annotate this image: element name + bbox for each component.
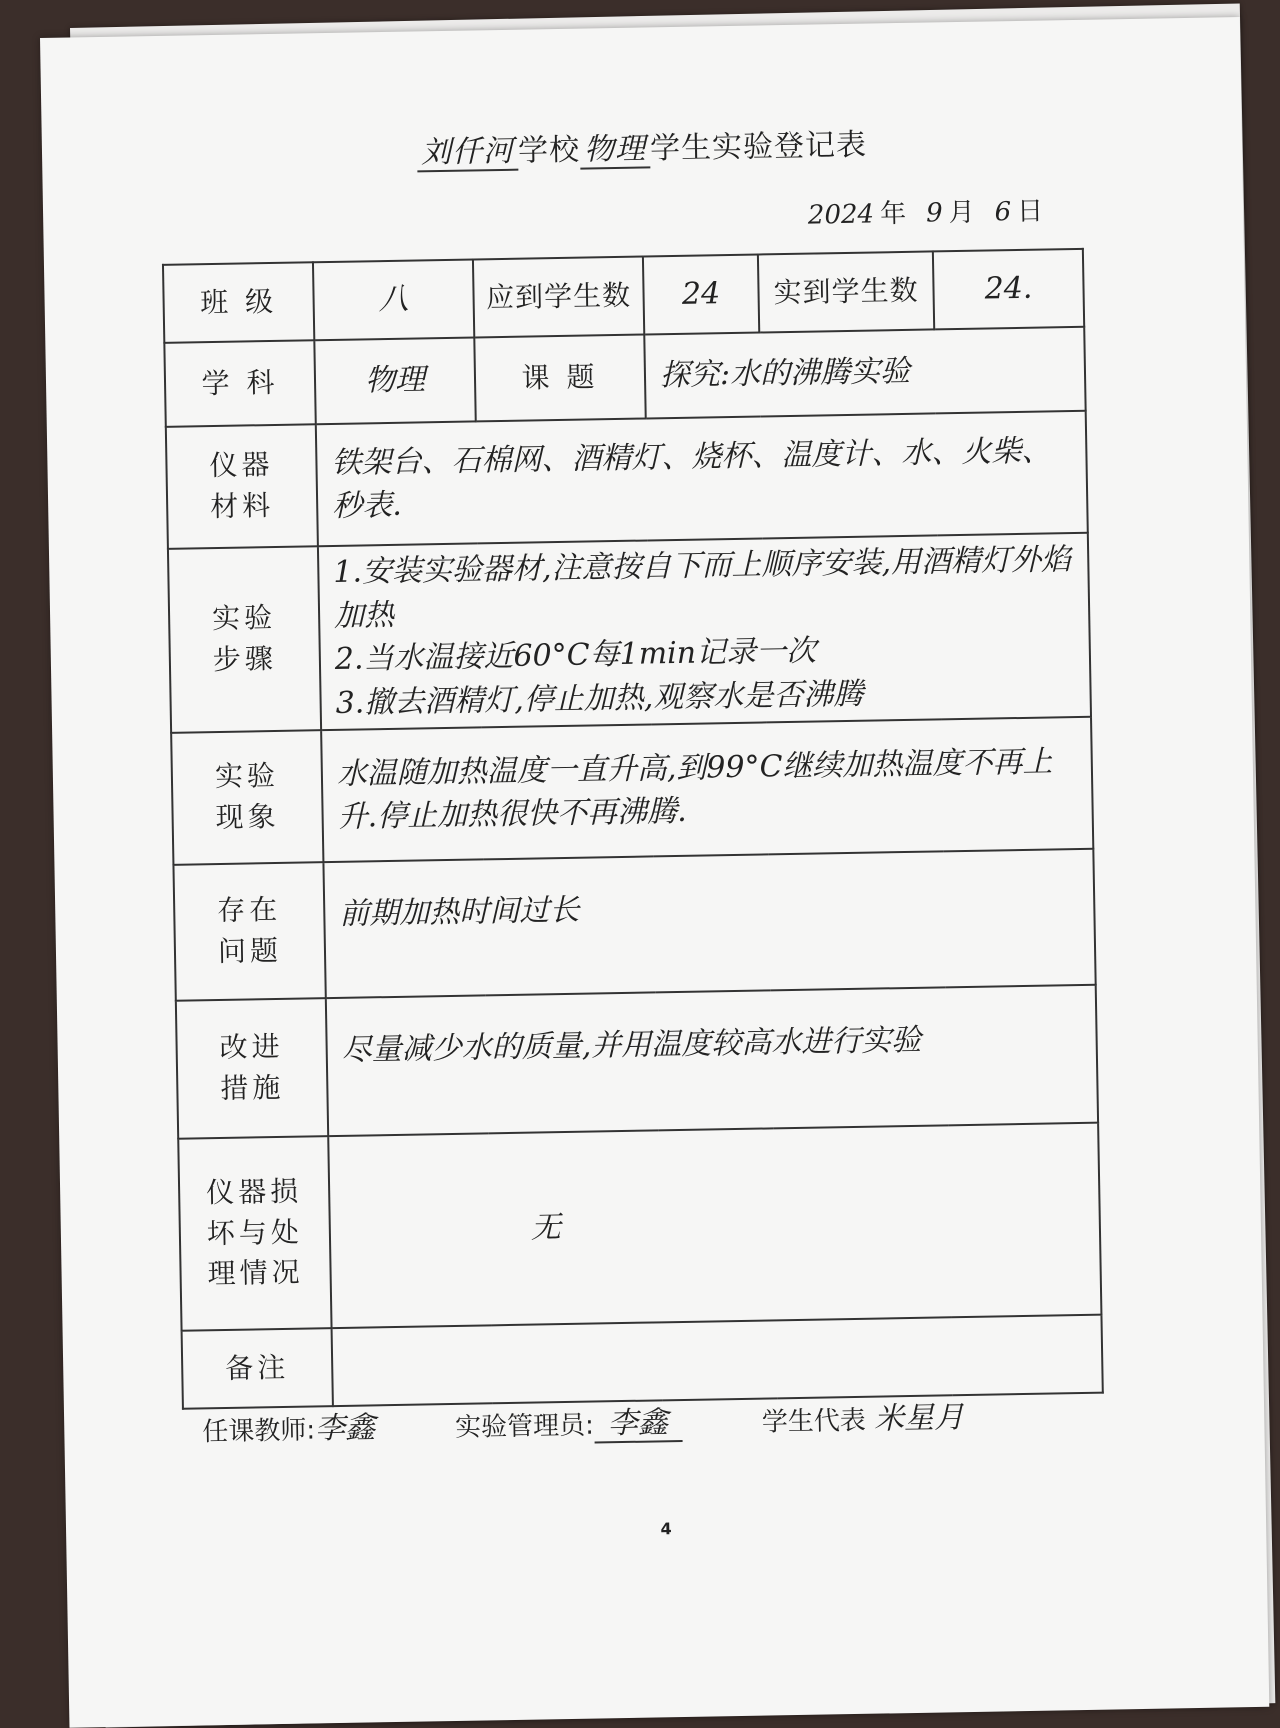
date-month-label: 月 [948,197,975,229]
date-day-label: 日 [1016,196,1044,227]
expected-students-label: 应到学生数 [473,257,644,338]
subject-value: 物理 [314,337,475,424]
materials-label: 仪器材料 [166,424,318,549]
step-item: 1.安装实验器材,注意按自下而上顺序安装,用酒精灯外焰加热 [333,542,1072,634]
student-signature [761,1392,964,1440]
form-sheet [40,17,1269,1728]
date-year: 2024 [807,199,875,231]
form-title [42,113,1243,178]
table-row [178,1123,1101,1331]
school-suffix: 学校 [517,132,581,169]
manager-label: 实验管理员: [454,1410,595,1443]
improvement-label: 改进措施 [176,998,328,1139]
topic-label: 课 题 [474,334,645,421]
student-sign: 米星月 [873,1400,965,1437]
date-day: 6 [994,197,1012,228]
manager-signature [455,1397,682,1445]
school-name: 刘仟河 [417,134,519,173]
form-date [808,190,1064,231]
student-label: 学生代表 [761,1405,867,1438]
problems-value: 前期加热时间过长 [323,849,1095,998]
step-item: 2.当水温接近60°C每1min记录一次 [334,633,817,677]
subject-name: 物理 [580,131,651,169]
actual-students-value: 24. [933,249,1084,330]
damage-value: 无 [328,1123,1101,1328]
manager-sign: 李鑫 [594,1405,683,1444]
form-title-text: 学生实验登记表 [649,127,868,167]
steps-value [318,533,1091,730]
class-value: 八 [313,259,474,340]
table-row [176,985,1098,1139]
improvement-value: 尽量减少水的质量,并用温度较高水进行实验 [326,985,1098,1136]
materials-value: 铁架台、石棉网、酒精灯、烧杯、温度计、水、火柴、秒表. [316,411,1088,546]
class-label: 班 级 [163,262,314,343]
table-row [171,717,1093,865]
actual-students-label: 实到学生数 [758,251,934,332]
table-row [164,327,1085,427]
steps-label: 实验步骤 [168,546,321,733]
table-row [166,411,1088,549]
topic-value: 探究:水的沸腾实验 [644,327,1085,419]
expected-students-value: 24 [643,255,759,335]
teacher-signature [202,1402,376,1449]
page-number: 4 [660,1519,672,1539]
phenomenon-value: 水温随加热温度一直升高,到99°C继续加热温度不再上升.停止加热很快不再沸腾. [321,717,1093,862]
date-month: 9 [925,198,943,229]
damage-label: 仪器损坏与处理情况 [178,1136,331,1331]
teacher-sign: 李鑫 [314,1410,376,1447]
problems-label: 存在问题 [173,862,325,1001]
notes-label: 备注 [182,1328,333,1409]
phenomenon-label: 实验现象 [171,730,323,865]
table-row [173,849,1095,1001]
step-item: 3.撤去酒精灯,停止加热,观察水是否沸腾 [335,676,864,721]
date-year-label: 年 [879,198,907,230]
subject-label: 学 科 [164,340,315,427]
experiment-record-table [162,248,1104,1410]
teacher-label: 任课教师: [202,1415,316,1448]
table-row [168,533,1091,733]
